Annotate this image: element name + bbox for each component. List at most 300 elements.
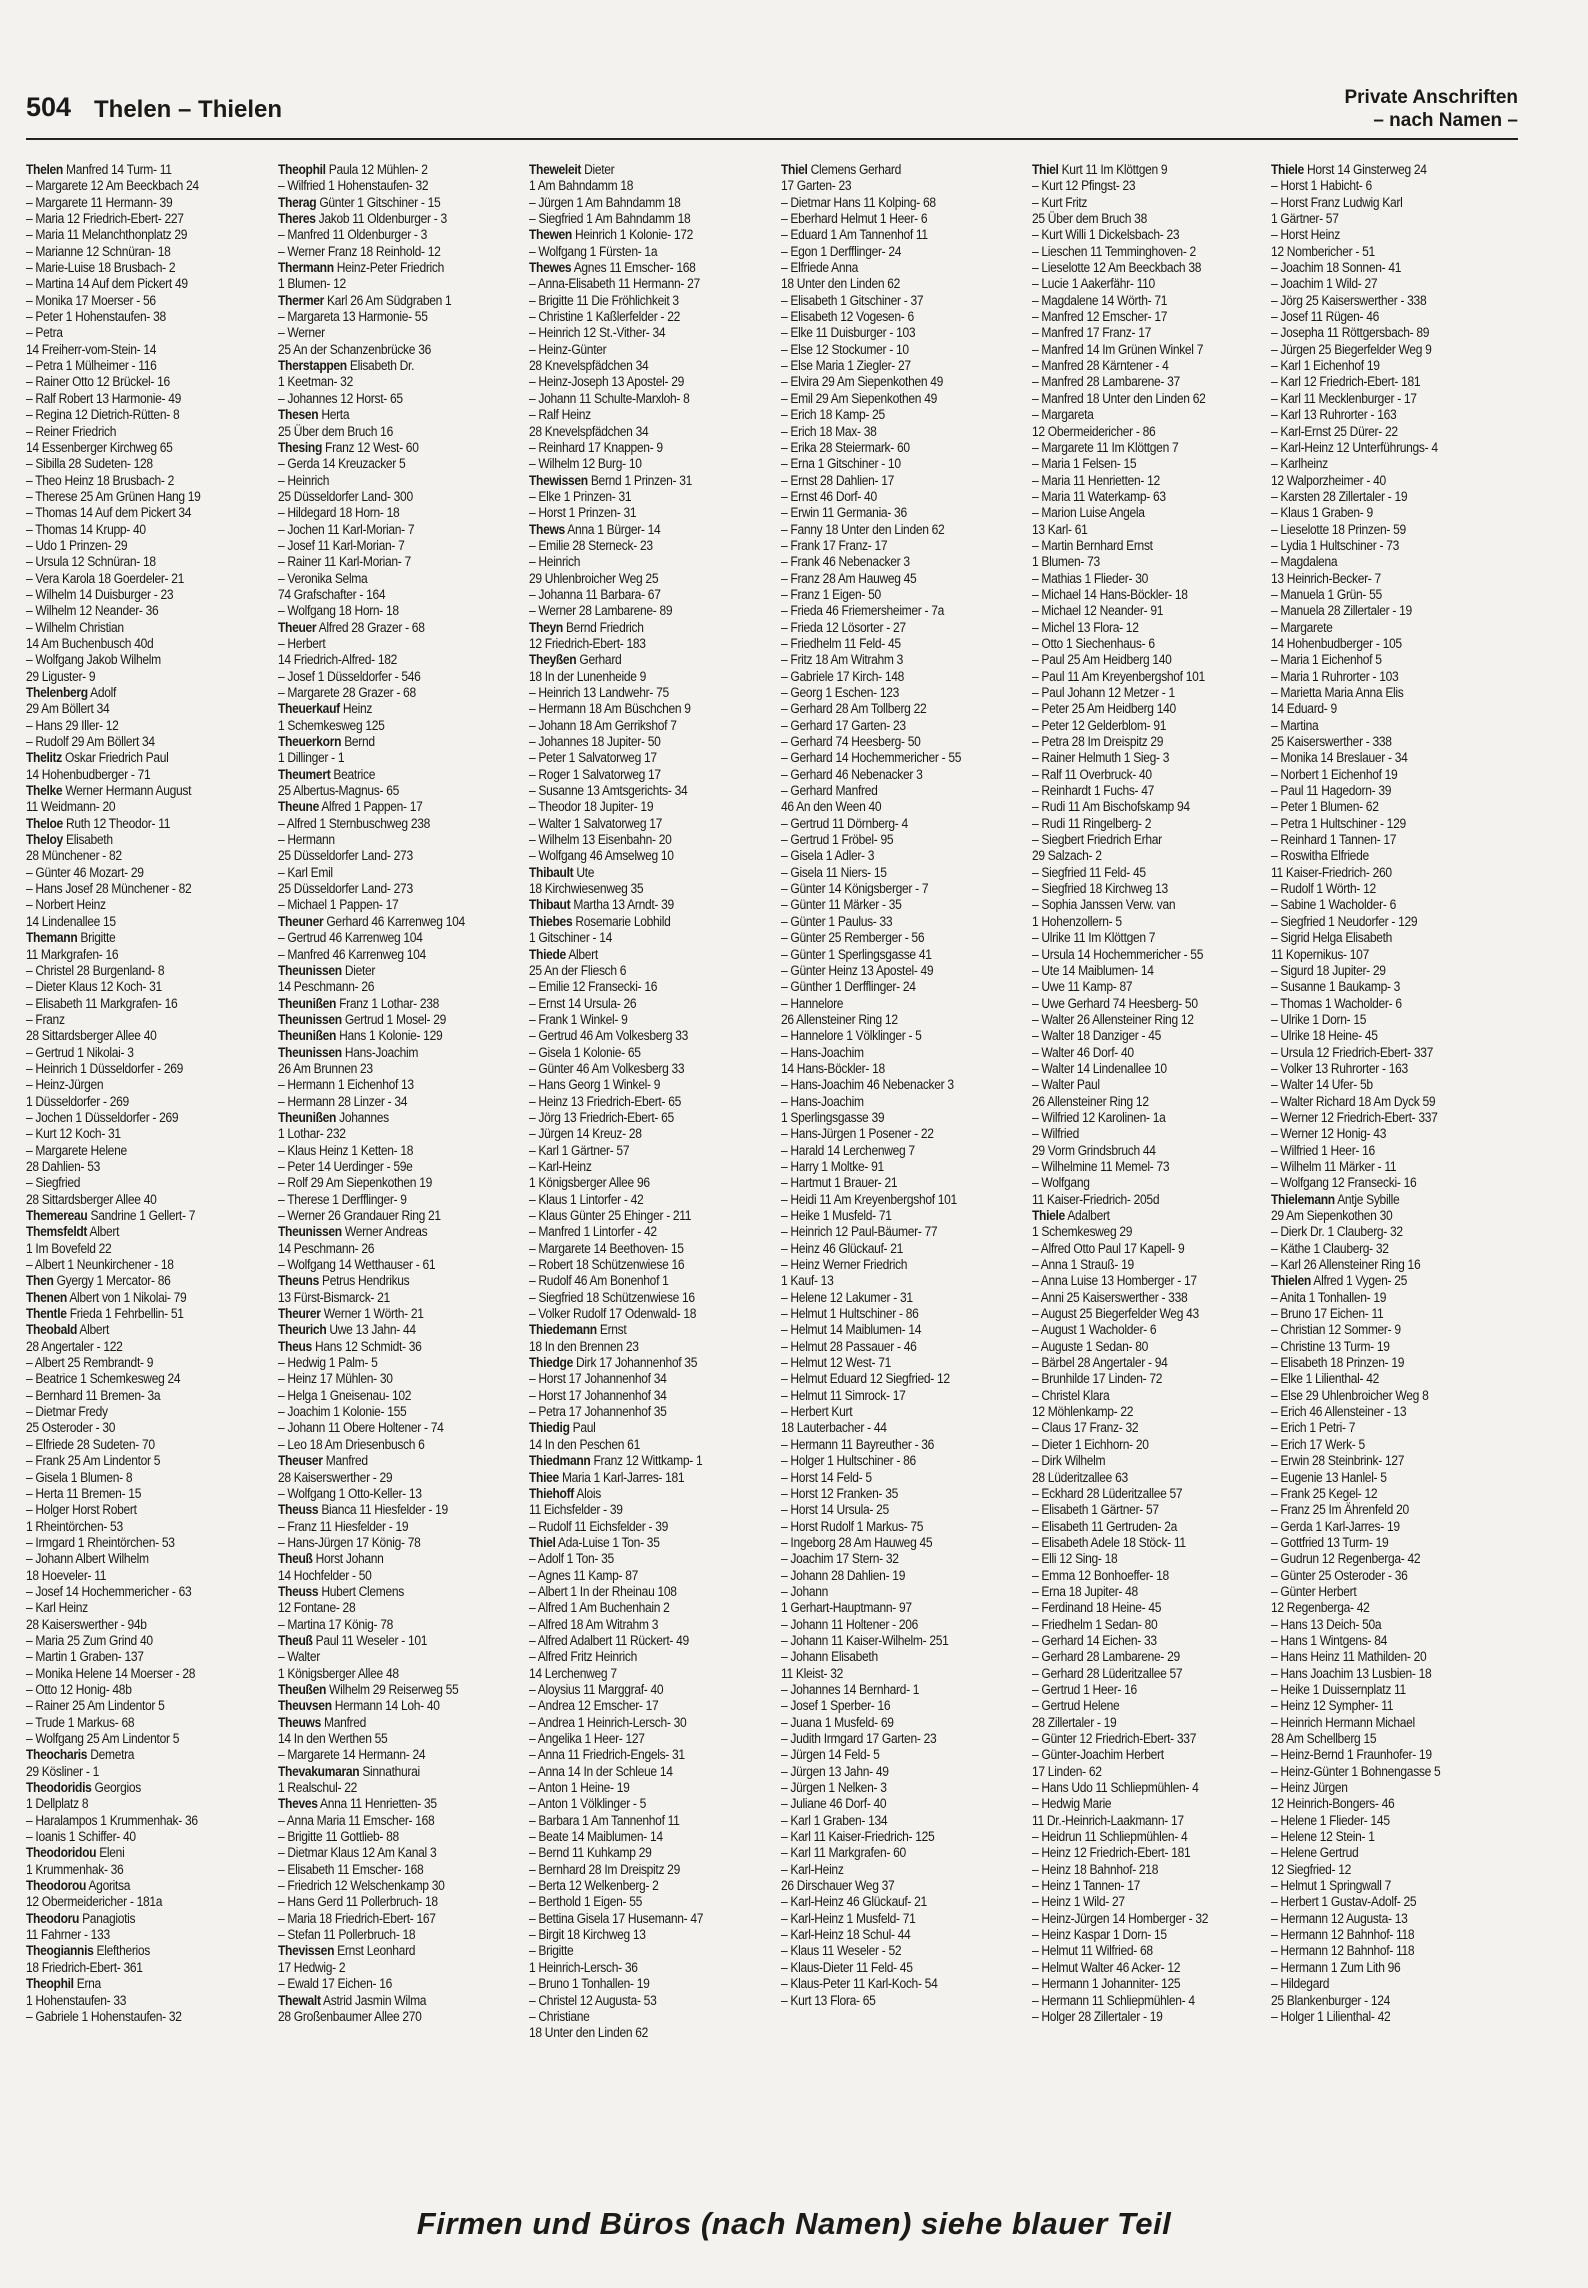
directory-entry: – Manfred 14 Im Grünen Winkel 7	[1032, 341, 1204, 357]
directory-entry	[278, 260, 499, 276]
entry-details: Alfred 28 Grazer - 68	[316, 619, 425, 635]
directory-entry: – Otto 1 Siechenhaus- 6	[1032, 635, 1155, 651]
directory-entry: – Günter 25 Remberger - 56	[781, 930, 925, 946]
directory-entry: – Volker 13 Ruhrorter - 163	[1271, 1060, 1408, 1076]
directory-entry: 14 Hans-Böckler- 18	[781, 1060, 885, 1076]
entry-details: Gerhard 46 Karrenweg 104	[323, 913, 465, 929]
directory-columns	[26, 162, 1532, 2188]
directory-entry	[278, 914, 499, 930]
surname-heading: Thibaut	[529, 897, 571, 913]
directory-entry: – Margareta	[1032, 407, 1094, 423]
directory-entry: – Johannes 12 Horst- 65	[278, 390, 403, 406]
directory-entry	[529, 522, 750, 538]
directory-entry: – Rudolf 1 Wörth- 12	[1271, 881, 1376, 897]
directory-entry: – Heike 1 Musfeld- 71	[781, 1208, 892, 1223]
directory-entry: – Peter 14 Uerdinger - 59e	[278, 1158, 413, 1174]
directory-entry: 1 Krummenhak- 36	[26, 1861, 124, 1877]
entry-details: Hermann 14 Loh- 40	[331, 1698, 440, 1714]
surname-heading: Thiele	[1032, 1208, 1065, 1223]
directory-entry	[1271, 1273, 1492, 1289]
directory-entry: – Hans Josef 28 Münchener - 82	[26, 881, 192, 897]
directory-entry: – Horst Heinz	[1271, 227, 1340, 243]
directory-entry: – Eberhard Helmut 1 Heer- 6	[781, 211, 928, 227]
surname-heading: Thenen	[26, 1289, 67, 1305]
entry-details: Kurt 11 Im Klöttgen 9	[1058, 162, 1168, 177]
directory-entry: – Klaus Günter 25 Ehinger - 211	[529, 1208, 692, 1223]
directory-column-2	[278, 162, 524, 2188]
directory-entry: – Margarete 14 Beethoven- 15	[529, 1240, 684, 1256]
directory-entry: – Brunhilde 17 Linden- 72	[1032, 1371, 1163, 1387]
directory-entry: – Johann 11 Schulte-Marxloh- 8	[529, 390, 690, 406]
surname-heading: Thiedmann	[529, 1453, 591, 1469]
directory-entry: – Dietmar Hans 11 Kolping- 68	[781, 194, 936, 210]
directory-entry: – Erich 1 Petri- 7	[1271, 1420, 1356, 1436]
directory-entry: – Heidrun 11 Schliepmühlen- 4	[1032, 1829, 1188, 1845]
directory-entry: 28 Sittardsberger Allee 40	[26, 1191, 157, 1207]
directory-entry: 14 Lerchenweg 7	[529, 1665, 617, 1681]
directory-entry: 74 Grafschafter - 164	[278, 586, 386, 602]
directory-entry: – Erich 18 Kamp- 25	[781, 407, 885, 423]
entry-details: Ada-Luise 1 Ton- 35	[555, 1534, 660, 1550]
directory-entry: – Heinz 18 Bahnhof- 218	[1032, 1861, 1159, 1877]
directory-entry: – Paul 11 Am Kreyenbergshof 101	[1032, 668, 1205, 684]
directory-entry: – Helmut Eduard 12 Siegfried- 12	[781, 1371, 950, 1387]
entry-details: Bianca 11 Hiesfelder - 19	[318, 1502, 448, 1518]
directory-entry: – Anni 25 Kaiserswerther - 338	[1032, 1289, 1188, 1305]
directory-entry: – Josef 11 Karl-Morian- 7	[278, 537, 405, 553]
directory-entry: – Rainer 25 Am Lindentor 5	[26, 1698, 165, 1714]
directory-entry: – Walter 26 Allensteiner Ring 12	[1032, 1011, 1194, 1027]
directory-entry	[1032, 1208, 1253, 1224]
directory-entry: – Erwin 28 Steinbrink- 127	[1271, 1453, 1405, 1469]
directory-entry: 14 Peschmann- 26	[278, 979, 375, 995]
entry-details: Alois	[574, 1485, 601, 1501]
directory-entry: – Sigrid Helga Elisabeth	[1271, 930, 1393, 946]
directory-entry: – Judith Irmgard 17 Garten- 23	[781, 1731, 937, 1746]
directory-entry: – Jochen 11 Karl-Morian- 7	[278, 521, 415, 537]
directory-entry: – Ferdinand 18 Heine- 45	[1032, 1600, 1162, 1616]
directory-entry: – Heinz Werner Friedrich	[781, 1257, 908, 1273]
directory-entry	[278, 1273, 499, 1289]
directory-entry	[278, 767, 499, 783]
entry-details: Dieter	[581, 162, 615, 177]
directory-entry: – Werner 28 Lambarene- 89	[529, 603, 673, 619]
directory-entry: 1 Schemkesweg 125	[278, 717, 385, 733]
directory-entry: – Monika Helene 14 Moerser - 28	[26, 1665, 196, 1681]
directory-entry: – Haralampos 1 Krummenhak- 36	[26, 1812, 198, 1828]
directory-entry: – Wolfgang 1 Fürsten- 1a	[529, 243, 658, 259]
entry-details: Hans 1 Kolonie- 129	[336, 1028, 443, 1044]
directory-entry: 26 Dirschauer Weg 37	[781, 1878, 895, 1894]
directory-entry: – Emil 29 Am Siepenkothen 49	[781, 390, 937, 406]
entry-details: Hans 12 Schmidt- 36	[311, 1338, 422, 1354]
directory-entry: – Hans-Joachim	[781, 1044, 864, 1060]
surname-heading: Theuns	[278, 1273, 319, 1289]
directory-entry: 1 Sperlingsgasse 39	[781, 1109, 885, 1125]
directory-entry: – Wilfried 1 Heer- 16	[1271, 1142, 1375, 1158]
entry-details: Karl 26 Am Südgraben 1	[324, 292, 452, 308]
directory-entry: 28 Kaiserswerther - 94b	[26, 1616, 147, 1632]
entry-details: Gerhard	[576, 652, 622, 668]
directory-entry: 12 Heinrich-Bongers- 46	[1271, 1796, 1395, 1812]
directory-entry: – Erna 1 Gitschiner - 10	[781, 456, 901, 472]
entry-details: Paul	[569, 1420, 596, 1436]
directory-entry	[529, 947, 750, 963]
directory-entry: – Wilhelm 11 Märker - 11	[1271, 1158, 1397, 1174]
directory-entry: – Walter 1 Salvatorweg 17	[529, 815, 663, 831]
directory-entry: – Wolfgang 25 Am Lindentor 5	[26, 1731, 180, 1746]
directory-entry: – Siegfried	[26, 1175, 81, 1191]
directory-entry	[26, 685, 247, 701]
directory-entry: 14 Hohenbudberger - 105	[1271, 635, 1402, 651]
directory-entry: – Heinrich Hermann Michael	[1271, 1714, 1415, 1730]
directory-entry: – Therese 25 Am Grünen Hang 19	[26, 488, 201, 504]
directory-entry: – Hannelore	[781, 995, 844, 1011]
surname-heading: Theunissen	[278, 1044, 342, 1060]
entry-details: Anna 1 Bürger- 14	[564, 521, 661, 537]
directory-entry: 13 Heinrich-Becker- 7	[1271, 570, 1381, 586]
directory-entry: – Wolfgang	[1032, 1175, 1090, 1191]
directory-entry: 28 Angertaler - 122	[26, 1338, 123, 1354]
directory-entry: 18 Hoeveler- 11	[26, 1567, 107, 1583]
surname-heading: Thesen	[278, 407, 319, 423]
directory-entry: – Hans 29 Iller- 12	[26, 717, 119, 733]
directory-entry: – Jochen 1 Düsseldorfer - 269	[26, 1109, 179, 1125]
directory-entry: – Manfred 12 Emscher- 17	[1032, 309, 1168, 325]
entry-details: Frieda 1 Fehrbellin- 51	[66, 1306, 184, 1322]
directory-entry: – Paul 11 Hagedorn- 39	[1271, 783, 1392, 799]
entry-details: Dirk 17 Johannenhof 35	[573, 1355, 698, 1371]
directory-entry: – Hermann 28 Linzer - 34	[278, 1093, 408, 1109]
directory-entry: 29 Vorm Grindsbruch 44	[1032, 1142, 1156, 1158]
directory-entry: – Bernd 11 Kuhkamp 29	[529, 1845, 652, 1861]
directory-entry	[26, 162, 247, 178]
directory-entry	[529, 1420, 750, 1436]
directory-entry: 12 Möhlenkamp- 22	[1032, 1404, 1134, 1420]
directory-entry: – Heinz-Jürgen	[26, 1077, 104, 1093]
directory-entry: – Herta 11 Bremen- 15	[26, 1485, 142, 1501]
directory-entry: – Dieter 1 Eichhorn- 20	[1032, 1436, 1149, 1452]
entry-details: Ernst	[596, 1322, 627, 1338]
directory-entry: – Margarete	[1271, 619, 1333, 635]
directory-entry: – Veronika Selma	[278, 570, 368, 586]
directory-entry: – Bernhard 11 Bremen- 3a	[26, 1387, 161, 1403]
entry-details: Johannes	[336, 1109, 389, 1125]
entry-details: Elisabeth Dr.	[346, 358, 415, 374]
directory-entry: – Herbert Kurt	[781, 1404, 853, 1420]
directory-entry: – Hermann	[278, 832, 335, 848]
directory-entry: – Hannelore 1 Völklinger - 5	[781, 1028, 922, 1044]
surname-heading: Theurer	[278, 1306, 321, 1322]
directory-entry: – Lieselotte 12 Am Beeckbach 38	[1032, 260, 1202, 276]
entry-details: Bernd	[341, 734, 375, 750]
entry-details: Heinz-Peter Friedrich	[333, 260, 445, 276]
directory-entry: – Wolfgang 46 Amselweg 10	[529, 848, 674, 864]
directory-entry	[1271, 1192, 1492, 1208]
directory-entry: – Margarete 11 Hermann- 39	[26, 194, 173, 210]
directory-entry: – Heinz-Günter	[529, 341, 607, 357]
directory-entry: – Günter 1 Paulus- 33	[781, 913, 893, 929]
directory-entry	[26, 930, 247, 946]
directory-entry: – Heinrich 13 Landwehr- 75	[529, 685, 669, 700]
directory-entry: 29 Liguster- 9	[26, 668, 96, 684]
directory-entry: – Hermann 12 Bahnhof- 118	[1271, 1927, 1415, 1943]
directory-entry: – Eckhard 28 Lüderitzallee 57	[1032, 1485, 1183, 1501]
directory-entry: – Käthe 1 Clauberg- 32	[1271, 1240, 1389, 1256]
directory-entry: – Reinhard 1 Tannen- 17	[1271, 832, 1397, 848]
entry-details: Ruth 12 Theodor- 11	[62, 815, 171, 831]
directory-entry: – Klaus 1 Graben- 9	[1271, 505, 1373, 521]
directory-entry	[278, 996, 499, 1012]
directory-entry	[529, 473, 750, 489]
directory-entry: – Wolfgang 12 Fransecki- 16	[1271, 1175, 1417, 1191]
directory-entry: – Johann 11 Holtener - 206	[781, 1616, 918, 1632]
directory-entry: – Anita 1 Tonhallen- 19	[1271, 1289, 1387, 1305]
directory-entry: – Gerda 1 Karl-Jarres- 19	[1271, 1518, 1400, 1534]
surname-heading: Theophil	[26, 1976, 74, 1992]
directory-entry: 26 Am Brunnen 23	[278, 1060, 373, 1076]
directory-entry: – Heinrich 12 Paul-Bäumer- 77	[781, 1224, 938, 1240]
directory-entry: – Reiner Friedrich	[26, 423, 117, 439]
directory-entry: – Juliane 46 Dorf- 40	[781, 1796, 887, 1812]
directory-entry: – Heinz 17 Mühlen- 30	[278, 1371, 393, 1387]
directory-entry	[278, 734, 499, 750]
page-number: 504	[26, 92, 72, 122]
directory-entry: – Horst 14 Ursula- 25	[781, 1502, 889, 1518]
directory-entry: – Magdalene 14 Wörth- 71	[1032, 292, 1168, 308]
directory-entry: – Karlheinz	[1271, 456, 1328, 472]
directory-entry: – Kurt 13 Flora- 65	[781, 1992, 876, 2008]
directory-entry: 25 Düsseldorfer Land- 300	[278, 488, 413, 504]
directory-entry: 25 An der Fliesch 6	[529, 962, 627, 978]
directory-entry: 11 Eichsfelder - 39	[529, 1502, 623, 1518]
directory-entry: – Marie-Luise 18 Brusbach- 2	[26, 260, 176, 276]
directory-entry: – Siegfried 1 Neudorfer - 129	[1271, 913, 1418, 929]
entry-details: Astrid Jasmin Wilma	[320, 1992, 427, 2008]
directory-entry: – Elke 1 Prinzen- 31	[529, 488, 632, 504]
directory-entry: – Rolf 29 Am Siepenkothen 19	[278, 1175, 432, 1191]
directory-entry: – Mathias 1 Flieder- 30	[1032, 570, 1149, 586]
section-label-line1: Private Anschriften	[1344, 87, 1518, 108]
surname-heading: Thiebes	[529, 913, 573, 929]
directory-entry: – Hermann 1 Eichenhof 13	[278, 1077, 414, 1093]
directory-entry: – Petra 1 Hultschiner - 129	[1271, 815, 1406, 831]
directory-entry: 28 Zillertaler - 19	[1032, 1714, 1117, 1730]
surname-heading: Themann	[26, 930, 78, 946]
surname-heading: Theyßen	[529, 652, 577, 668]
directory-entry: 14 Hochfelder - 50	[278, 1567, 372, 1583]
directory-entry: – Günter 12 Friedrich-Ebert- 337	[1032, 1731, 1197, 1746]
directory-entry: – Gertrud 1 Nikolai- 3	[26, 1044, 134, 1060]
directory-entry	[26, 1306, 247, 1322]
directory-entry	[278, 1028, 499, 1044]
directory-entry: – Manuela 28 Zillertaler - 19	[1271, 603, 1412, 619]
directory-entry: 1 Dillinger - 1	[278, 750, 345, 766]
directory-entry: 1 Gitschiner - 14	[529, 930, 613, 946]
directory-entry: – Gerhard Manfred	[781, 783, 878, 799]
surname-heading: Theußen	[278, 1681, 327, 1697]
directory-entry: 1 Kauf- 13	[781, 1273, 834, 1289]
directory-entry: – Ute 14 Maiblumen- 14	[1032, 962, 1154, 978]
directory-entry: – Helmut 28 Passauer - 46	[781, 1338, 917, 1354]
directory-entry: – Karl 11 Markgrafen- 60	[781, 1845, 906, 1861]
directory-entry: – Heinz-Joseph 13 Apostel- 29	[529, 374, 685, 390]
directory-entry: – Helmut Walter 46 Acker- 12	[1032, 1959, 1181, 1975]
directory-entry: – Anna Luise 13 Homberger - 17	[1032, 1273, 1197, 1289]
directory-entry: – Gerhard 46 Nebenacker 3	[781, 766, 923, 782]
directory-entry: 13 Fürst-Bismarck- 21	[278, 1289, 390, 1305]
directory-entry: – Marion Luise Angela	[1032, 505, 1145, 521]
directory-entry: – Helmut 14 Maiblumen- 14	[781, 1322, 922, 1338]
surname-heading: Theuerkorn	[278, 734, 342, 750]
directory-entry: – Sibilla 28 Sudeten- 128	[26, 456, 153, 472]
directory-entry	[529, 1453, 750, 1469]
entry-details: Albert	[87, 1224, 120, 1240]
directory-entry: – Manfred 46 Karrenweg 104	[278, 946, 426, 962]
directory-entry: – Horst 1 Habicht- 6	[1271, 178, 1372, 194]
surname-heading: Theuß	[278, 1632, 313, 1648]
directory-entry: 14 Freiherr-vom-Stein- 14	[26, 341, 157, 357]
directory-entry: – Johann 11 Kaiser-Wilhelm- 251	[781, 1632, 949, 1648]
surname-heading: Thewen	[529, 227, 572, 243]
directory-entry: 1 Hohenzollern- 5	[1032, 913, 1122, 929]
surname-heading: Therstappen	[278, 358, 347, 374]
surname-heading: Theloy	[26, 832, 63, 848]
directory-entry	[1032, 162, 1253, 178]
directory-entry: – Elisabeth 1 Gärtner- 57	[1032, 1502, 1159, 1518]
directory-entry: – Bruno 1 Tonhallen- 19	[529, 1976, 650, 1992]
directory-entry: – Heidi 11 Am Kreyenbergshof 101	[781, 1191, 957, 1207]
surname-heading: Theunissen	[278, 962, 342, 978]
directory-entry: – Rudolf 11 Eichsfelder - 39	[529, 1518, 669, 1534]
entry-details: Paula 12 Mühlen- 2	[325, 162, 428, 177]
directory-entry	[278, 1322, 499, 1338]
directory-entry: – Hermann 12 Bahnhof- 118	[1271, 1943, 1415, 1959]
directory-entry: – Frank 46 Nebenacker 3	[781, 554, 910, 570]
directory-entry	[278, 1502, 499, 1518]
directory-entry: – Horst 14 Feld- 5	[781, 1469, 872, 1485]
directory-entry: 28 Kaiserswerther - 29	[278, 1469, 393, 1485]
directory-entry: – Hermann 1 Zum Lith 96	[1271, 1959, 1401, 1975]
directory-entry: – Gertrud 46 Am Volkesberg 33	[529, 1028, 689, 1044]
directory-entry	[278, 1682, 499, 1698]
entry-details: Albert von 1 Nikolai- 79	[66, 1289, 187, 1305]
directory-entry: – Gisela 1 Kolonie- 65	[529, 1044, 641, 1060]
directory-entry: – Joachim 1 Kolonie- 155	[278, 1404, 407, 1420]
directory-entry: – Elke 11 Duisburger - 103	[781, 325, 916, 341]
directory-entry: – Kurt 12 Koch- 31	[26, 1126, 121, 1142]
directory-entry: – Karl 11 Mecklenburger - 17	[1271, 390, 1417, 406]
directory-entry: – Heinz 1 Wild- 27	[1032, 1894, 1125, 1910]
entry-details: Jakob 11 Oldenburger - 3	[315, 211, 447, 227]
surname-heading: Thielen	[1271, 1273, 1311, 1289]
directory-entry: – Joachim 1 Wild- 27	[1271, 276, 1378, 292]
directory-entry	[278, 1453, 499, 1469]
directory-entry: – Agnes 11 Kamp- 87	[529, 1567, 639, 1583]
surname-heading: Theuvsen	[278, 1698, 332, 1714]
entry-details: Paul 11 Weseler - 101	[312, 1632, 428, 1648]
directory-entry: – Irmgard 1 Rheintörchen- 53	[26, 1534, 175, 1550]
entry-details: Albert	[77, 1322, 110, 1338]
directory-entry: – Karl 26 Allensteiner Ring 16	[1271, 1257, 1421, 1273]
surname-heading: Themereau	[26, 1208, 88, 1223]
directory-entry: – Hans Georg 1 Winkel- 9	[529, 1077, 661, 1093]
directory-entry: 25 Kaiserswerther - 338	[1271, 734, 1392, 750]
surname-heading: Theweleit	[529, 162, 582, 177]
surname-heading: Thiedge	[529, 1355, 574, 1371]
directory-entry: – Hans 1 Wintgens- 84	[1271, 1632, 1387, 1648]
directory-entry: – Bärbel 28 Angertaler - 94	[1032, 1355, 1168, 1371]
directory-entry	[278, 195, 499, 211]
directory-entry: – Klaus Heinz 1 Ketten- 18	[278, 1142, 414, 1158]
directory-entry: – Karl Emil	[278, 864, 333, 880]
directory-entry: – Hermann 1 Johanniter- 125	[1032, 1976, 1181, 1992]
directory-entry	[278, 701, 499, 717]
directory-entry: – Günter-Joachim Herbert	[1032, 1747, 1164, 1763]
entry-details: Rosemarie Lobhild	[572, 913, 671, 929]
directory-entry: – Trude 1 Markus- 68	[26, 1714, 135, 1730]
entry-details: Werner 1 Wörth- 21	[320, 1306, 424, 1322]
directory-entry: 25 An der Schanzenbrücke 36	[278, 341, 431, 357]
directory-entry	[26, 1780, 247, 1796]
directory-entry: – Johann 11 Obere Holtener - 74	[278, 1420, 444, 1436]
directory-entry: – Elisabeth 18 Prinzen- 19	[1271, 1355, 1405, 1371]
directory-entry	[278, 1551, 499, 1567]
directory-entry: 14 Hohenbudberger - 71	[26, 766, 151, 782]
entry-details: Wilhelm 29 Reiserweg 55	[326, 1681, 459, 1697]
directory-entry: – Norbert 1 Eichenhof 19	[1271, 766, 1398, 782]
page-header	[26, 86, 1518, 132]
surname-heading: Thewalt	[278, 1992, 321, 2008]
directory-entry	[278, 1584, 499, 1600]
directory-entry: – Ursula 12 Schnüran- 18	[26, 554, 156, 570]
directory-entry: 14 In den Peschen 61	[529, 1436, 640, 1452]
entry-details: Bernd Friedrich	[562, 619, 644, 635]
directory-entry: – Therese 1 Derfflinger- 9	[278, 1191, 407, 1207]
directory-entry: – Albert 1 In der Rheinau 108	[529, 1583, 677, 1599]
surname-heading: Theunißen	[278, 1109, 337, 1125]
surname-heading: Thiehoff	[529, 1485, 575, 1501]
directory-entry	[26, 1224, 247, 1240]
directory-entry: – Helmut 1 Hultschiner - 86	[781, 1306, 919, 1322]
directory-column-6	[1271, 162, 1517, 2188]
directory-entry: – Kurt Fritz	[1032, 194, 1088, 210]
directory-entry: – Gabriele 17 Kirch- 148	[781, 668, 905, 684]
directory-entry	[26, 816, 247, 832]
directory-entry: – Kurt 12 Pfingst- 23	[1032, 178, 1136, 194]
directory-entry: – Ernst 14 Ursula- 26	[529, 995, 637, 1011]
directory-entry: – Heike 1 Duissernplatz 11	[1271, 1681, 1406, 1697]
directory-entry	[529, 652, 750, 668]
directory-entry: – Wilhelmine 11 Memel- 73	[1032, 1158, 1170, 1174]
entry-details: Franz 12 Wittkamp- 1	[590, 1453, 703, 1469]
directory-entry: – Wilhelm 12 Neander- 36	[26, 603, 159, 619]
surname-heading: Theres	[278, 211, 316, 227]
directory-entry: 28 Lüderitzallee 63	[1032, 1469, 1128, 1485]
entry-details: Gyergy 1 Mercator- 86	[53, 1273, 171, 1289]
directory-entry: – Frank 1 Winkel- 9	[529, 1011, 628, 1027]
directory-entry: 25 Düsseldorfer Land- 273	[278, 881, 413, 897]
directory-entry: – Karl-Heinz 46 Glückauf- 21	[781, 1894, 927, 1910]
directory-entry: 13 Karl- 61	[1032, 521, 1088, 537]
entry-details: Demetra	[87, 1747, 135, 1763]
directory-entry: – Rudi 11 Ringelberg- 2	[1032, 815, 1152, 831]
directory-entry: – Frank 25 Am Lindentor 5	[26, 1453, 161, 1469]
directory-entry: – Elisabeth 12 Vogesen- 6	[781, 309, 914, 325]
directory-entry: – Johann Albert Wilhelm	[26, 1551, 149, 1567]
surname-heading: Theurich	[278, 1322, 327, 1338]
directory-entry: – Margarete 11 Im Klöttgen 7	[1032, 439, 1179, 455]
